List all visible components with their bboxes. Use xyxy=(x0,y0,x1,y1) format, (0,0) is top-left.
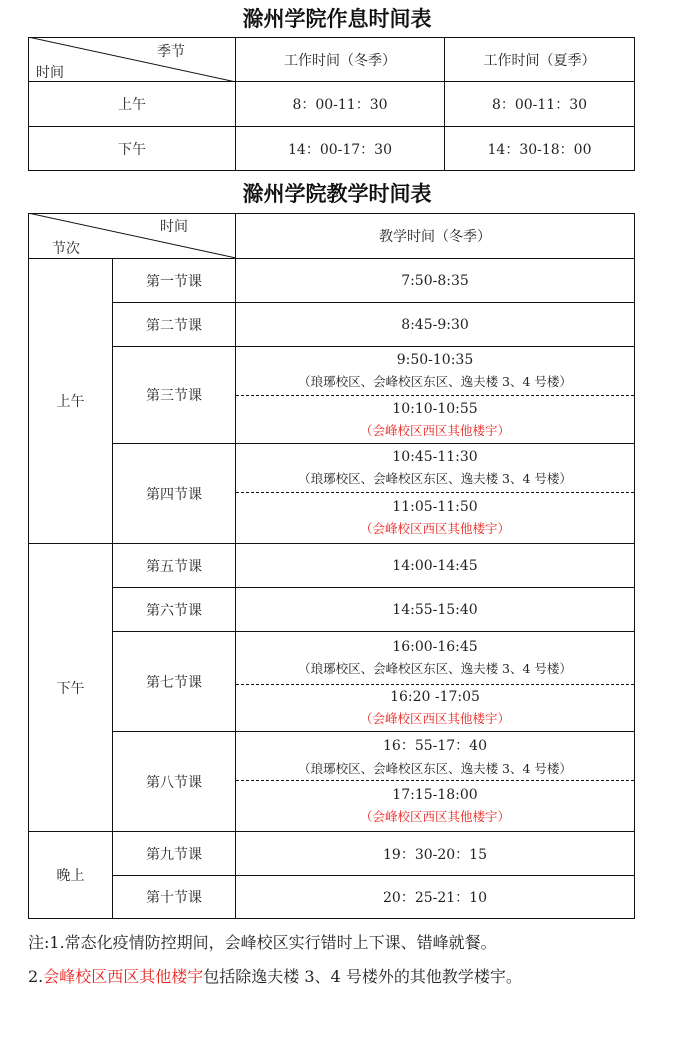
lesson-time-block-alt xyxy=(236,493,634,543)
table2-diag-bottom-label: 节次 xyxy=(52,241,80,257)
lesson-name: 第六节课 xyxy=(146,602,202,619)
lesson-note: （琅琊校区、会峰校区东区、逸夫楼 3、4 号楼） xyxy=(298,661,572,676)
lesson-time-alt: 11:05-11:50 xyxy=(392,499,478,515)
table1-cell-summer: 14：30-18：00 xyxy=(487,141,592,158)
lesson-time-block xyxy=(236,732,634,780)
lesson-time: 14:55-15:40 xyxy=(392,601,478,618)
lesson-time: 8:45-9:30 xyxy=(401,316,469,333)
lesson-name: 第十节课 xyxy=(146,890,202,906)
lesson-time: 14:00-14:45 xyxy=(392,557,478,574)
lesson-time-block-alt xyxy=(236,685,634,731)
note-line-2-highlight: 会峰校区西区其他楼宇 xyxy=(43,967,204,986)
table1-cell-summer: 8：00-11：30 xyxy=(491,97,588,113)
lesson-time: 20：25-21：10 xyxy=(383,890,487,906)
period-morning: 上午 xyxy=(56,394,85,410)
table1-cell-winter: 8：00-11：30 xyxy=(292,97,388,113)
table1-row-label: 下午 xyxy=(118,141,146,158)
table1-col-winter: 工作时间（冬季） xyxy=(284,52,396,69)
lesson-time: 7:50-8:35 xyxy=(401,272,469,289)
note-line-2-prefix: 2. xyxy=(28,967,44,986)
lesson-note: （琅琊校区、会峰校区东区、逸夫楼 3、4 号楼） xyxy=(298,374,572,389)
lesson-name: 第二节课 xyxy=(146,317,202,334)
lesson-time-alt: 16:20 -17:05 xyxy=(390,689,480,705)
lesson-time: 16:00-16:45 xyxy=(392,639,478,655)
note-line-2 xyxy=(28,964,522,987)
table2-col-header: 教学时间（冬季） xyxy=(379,229,491,245)
lesson-time-block xyxy=(236,347,634,395)
lesson-time: 19：30-20：15 xyxy=(383,846,487,863)
table1-cell-winter: 14：00-17：30 xyxy=(288,141,392,158)
lesson-time-alt: 10:10-10:55 xyxy=(392,400,478,417)
lesson-time: 10:45-11:30 xyxy=(392,449,478,465)
period-afternoon: 下午 xyxy=(56,680,85,697)
lesson-name: 第三节课 xyxy=(146,388,202,404)
lesson-name: 第一节课 xyxy=(146,273,202,290)
lesson-name: 第九节课 xyxy=(146,846,202,863)
lesson-note-alt: （会峰校区西区其他楼宇） xyxy=(359,422,510,438)
lesson-time-alt: 17:15-18:00 xyxy=(392,787,478,803)
table1-col-summer: 工作时间（夏季） xyxy=(483,52,596,69)
lesson-name: 第七节课 xyxy=(146,674,202,691)
table1-row-label: 上午 xyxy=(118,97,146,113)
lesson-time: 16：55-17：40 xyxy=(383,738,487,754)
lesson-note: （琅琊校区、会峰校区东区、逸夫楼 3、4 号楼） xyxy=(298,761,572,776)
note-line-1: 注:1.常态化疫情防控期间，会峰校区实行错时上下课、错峰就餐。 xyxy=(28,933,497,952)
period-evening: 晚上 xyxy=(56,868,85,884)
lesson-time-block xyxy=(236,444,634,492)
table1-title: 滁州学院作息时间表 xyxy=(242,7,432,31)
lesson-name: 第五节课 xyxy=(146,558,202,575)
lesson-note-alt: （会峰校区西区其他楼宇） xyxy=(359,711,510,726)
lesson-time: 9:50-10:35 xyxy=(396,352,474,368)
lesson-note: （琅琊校区、会峰校区东区、逸夫楼 3、4 号楼） xyxy=(298,471,572,486)
lesson-note-alt: （会峰校区西区其他楼宇） xyxy=(359,521,510,536)
lesson-note-alt: （会峰校区西区其他楼宇） xyxy=(359,809,510,824)
lesson-name: 第四节课 xyxy=(146,486,202,503)
lesson-name: 第八节课 xyxy=(146,774,202,791)
table2-title: 滁州学院教学时间表 xyxy=(242,182,432,206)
lesson-time-block xyxy=(236,632,634,684)
lesson-time-block-alt xyxy=(236,396,634,443)
lesson-time-block-alt xyxy=(236,781,634,831)
table1-diag-top-label: 季节 xyxy=(157,44,185,60)
note-line-2-rest: 包括除逸夫楼 3、4 号楼外的其他教学楼宇。 xyxy=(203,967,522,986)
table2-diag-top-label: 时间 xyxy=(160,219,188,235)
table1-diag-bottom-label: 时间 xyxy=(36,65,64,81)
